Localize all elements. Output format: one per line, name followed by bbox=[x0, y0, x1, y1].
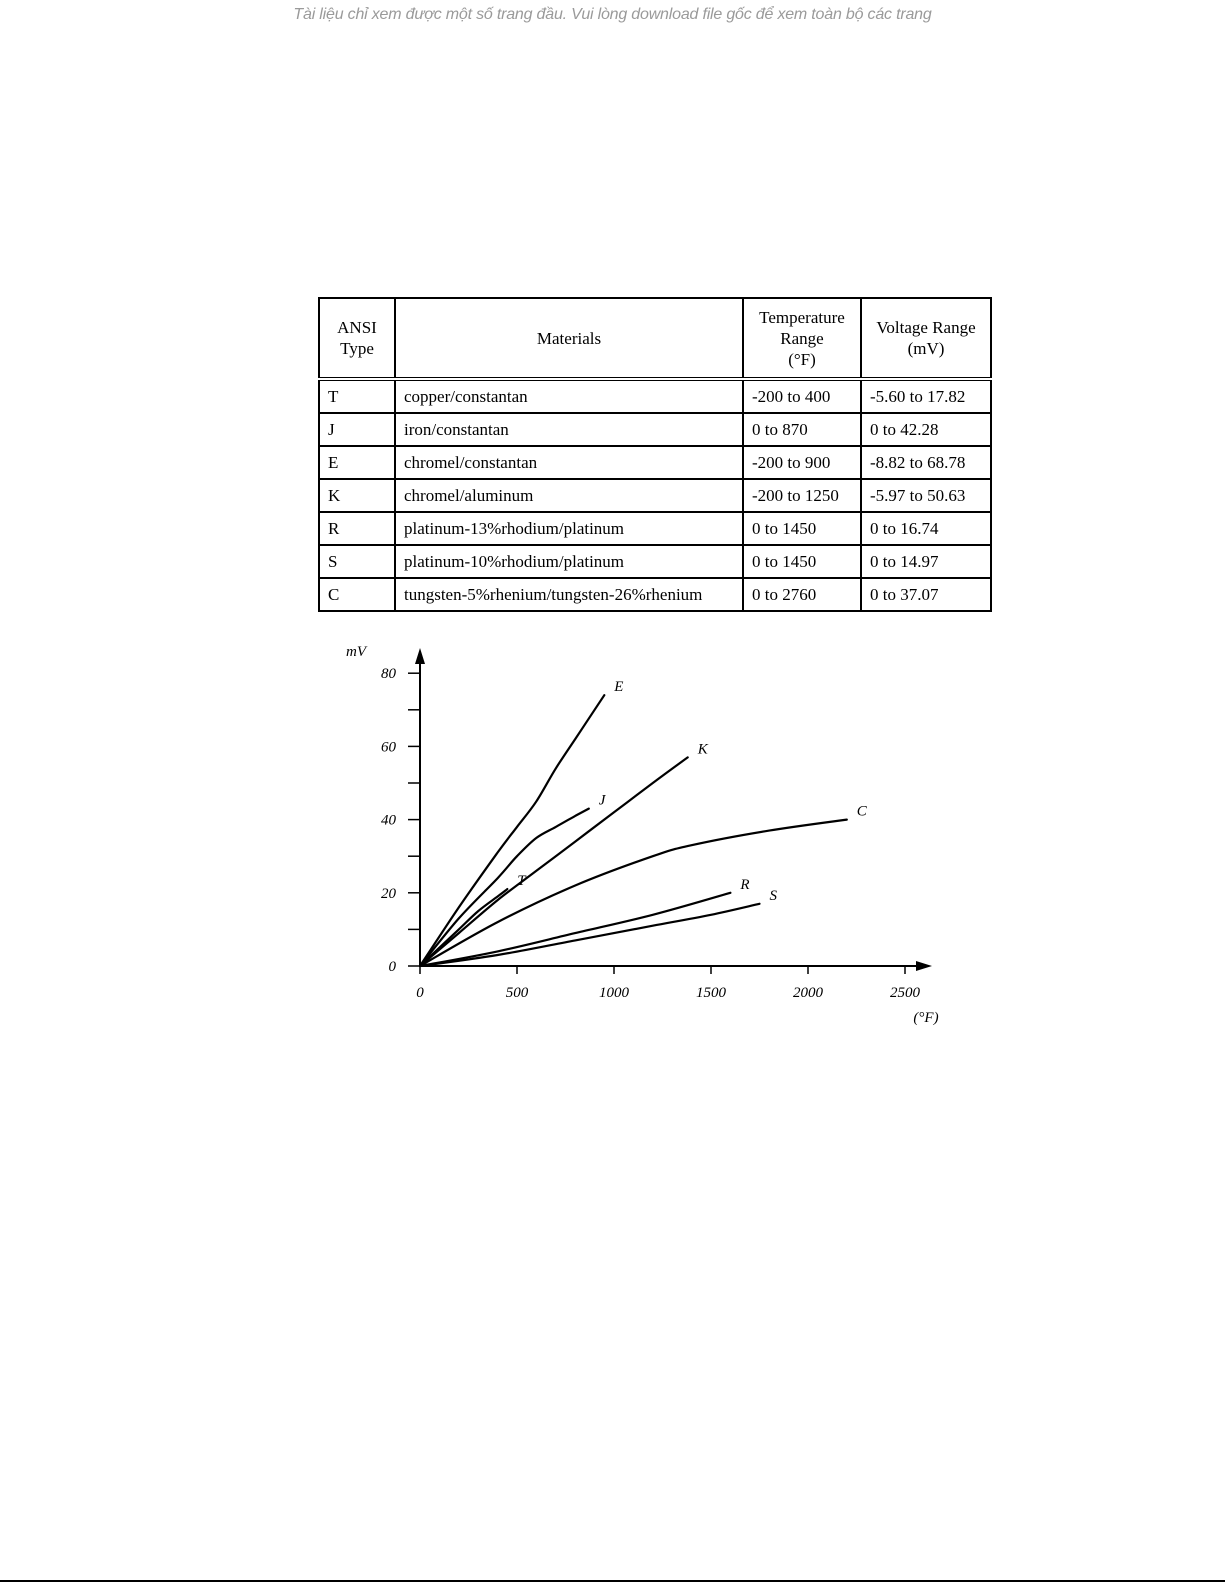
cell-type: T bbox=[319, 379, 395, 413]
table-row bbox=[319, 578, 991, 611]
cell-type: K bbox=[319, 479, 395, 512]
y-tick-label: 40 bbox=[381, 812, 396, 829]
header-text: Type bbox=[340, 339, 374, 358]
series-line-r bbox=[420, 893, 730, 966]
y-axis-arrowhead bbox=[415, 648, 425, 664]
y-tick-label: 60 bbox=[381, 739, 396, 756]
cell-temperature: 0 to 2760 bbox=[743, 578, 861, 611]
cell-temperature: -200 to 400 bbox=[743, 379, 861, 413]
table-row bbox=[319, 545, 991, 578]
series-label-r: R bbox=[740, 876, 750, 893]
header-text: Materials bbox=[536, 328, 602, 348]
x-tick-label: 500 bbox=[505, 985, 529, 1001]
cell-voltage: 0 to 16.74 bbox=[861, 512, 991, 545]
cell-type: E bbox=[319, 446, 395, 479]
y-tick-label: 80 bbox=[381, 666, 396, 683]
header-text: Temperature bbox=[759, 307, 845, 327]
header-text: Range bbox=[780, 328, 824, 348]
thermocouple-table bbox=[318, 297, 992, 612]
series-label-c: C bbox=[856, 803, 867, 820]
header-text: Voltage Range bbox=[876, 318, 976, 337]
y-axis-label: mV bbox=[346, 644, 366, 660]
header-text: ANSI bbox=[337, 318, 377, 337]
series-line-k bbox=[420, 757, 688, 966]
series-label-e: E bbox=[614, 679, 624, 696]
cell-temperature: 0 to 1450 bbox=[743, 545, 861, 578]
cell-voltage: -5.97 to 50.63 bbox=[861, 479, 991, 512]
cell-type: R bbox=[319, 512, 395, 545]
cell-type: C bbox=[319, 578, 395, 611]
table-header-row bbox=[319, 298, 991, 379]
cell-temperature: 0 to 870 bbox=[743, 413, 861, 446]
preview-notice-banner: Tài liệu chỉ xem được một số trang đầu. Vui lòng download file gốc để xem toàn bộ các trang bbox=[293, 6, 932, 23]
header-text: (mV) bbox=[907, 339, 945, 358]
cell-temperature: -200 to 1250 bbox=[743, 479, 861, 512]
x-tick-label: 1500 bbox=[696, 985, 726, 1001]
cell-temperature: 0 to 1450 bbox=[743, 512, 861, 545]
y-tick-label: 20 bbox=[381, 885, 396, 902]
chart-axes bbox=[346, 644, 939, 1026]
table-row bbox=[319, 446, 991, 479]
series-label-t: T bbox=[517, 873, 526, 890]
x-tick-label: 1000 bbox=[599, 985, 629, 1001]
cell-materials: copper/constantan bbox=[395, 379, 743, 413]
header-ansi-type bbox=[319, 298, 395, 379]
cell-voltage: 0 to 42.28 bbox=[861, 413, 991, 446]
x-tick-label: 0 bbox=[416, 985, 424, 1001]
header-text: (°F) bbox=[788, 349, 816, 369]
x-axis-arrowhead bbox=[916, 961, 932, 971]
series-label-s: S bbox=[769, 887, 777, 904]
cell-voltage: 0 to 37.07 bbox=[861, 578, 991, 611]
series-label-j: J bbox=[598, 792, 606, 809]
table-row bbox=[319, 512, 991, 545]
table-row bbox=[319, 413, 991, 446]
thermocouple-voltage-chart bbox=[330, 640, 970, 1040]
x-tick-label: 2500 bbox=[890, 985, 920, 1001]
cell-voltage: -8.82 to 68.78 bbox=[861, 446, 991, 479]
series-line-e bbox=[420, 695, 604, 966]
cell-materials: platinum-13%rhodium/platinum bbox=[395, 512, 743, 545]
cell-type: S bbox=[319, 545, 395, 578]
cell-voltage: 0 to 14.97 bbox=[861, 545, 991, 578]
header-materials bbox=[395, 298, 743, 379]
header-voltage-range bbox=[861, 298, 991, 379]
y-tick-label: 0 bbox=[388, 959, 396, 975]
table-row bbox=[319, 379, 991, 413]
x-tick-label: 2000 bbox=[793, 985, 823, 1001]
cell-temperature: -200 to 900 bbox=[743, 446, 861, 479]
cell-type: J bbox=[319, 413, 395, 446]
cell-materials: chromel/aluminum bbox=[395, 479, 743, 512]
table-row bbox=[319, 479, 991, 512]
header-temperature-range bbox=[743, 298, 861, 379]
chart-series bbox=[420, 679, 868, 966]
cell-voltage: -5.60 to 17.82 bbox=[861, 379, 991, 413]
page-bottom-rule bbox=[0, 1580, 1225, 1582]
x-axis-label: (°F) bbox=[913, 1010, 939, 1026]
cell-materials: iron/constantan bbox=[395, 413, 743, 446]
cell-materials: platinum-10%rhodium/platinum bbox=[395, 545, 743, 578]
cell-materials: tungsten-5%rhenium/tungsten-26%rhenium bbox=[395, 578, 743, 611]
series-label-k: K bbox=[697, 741, 708, 758]
cell-materials: chromel/constantan bbox=[395, 446, 743, 479]
